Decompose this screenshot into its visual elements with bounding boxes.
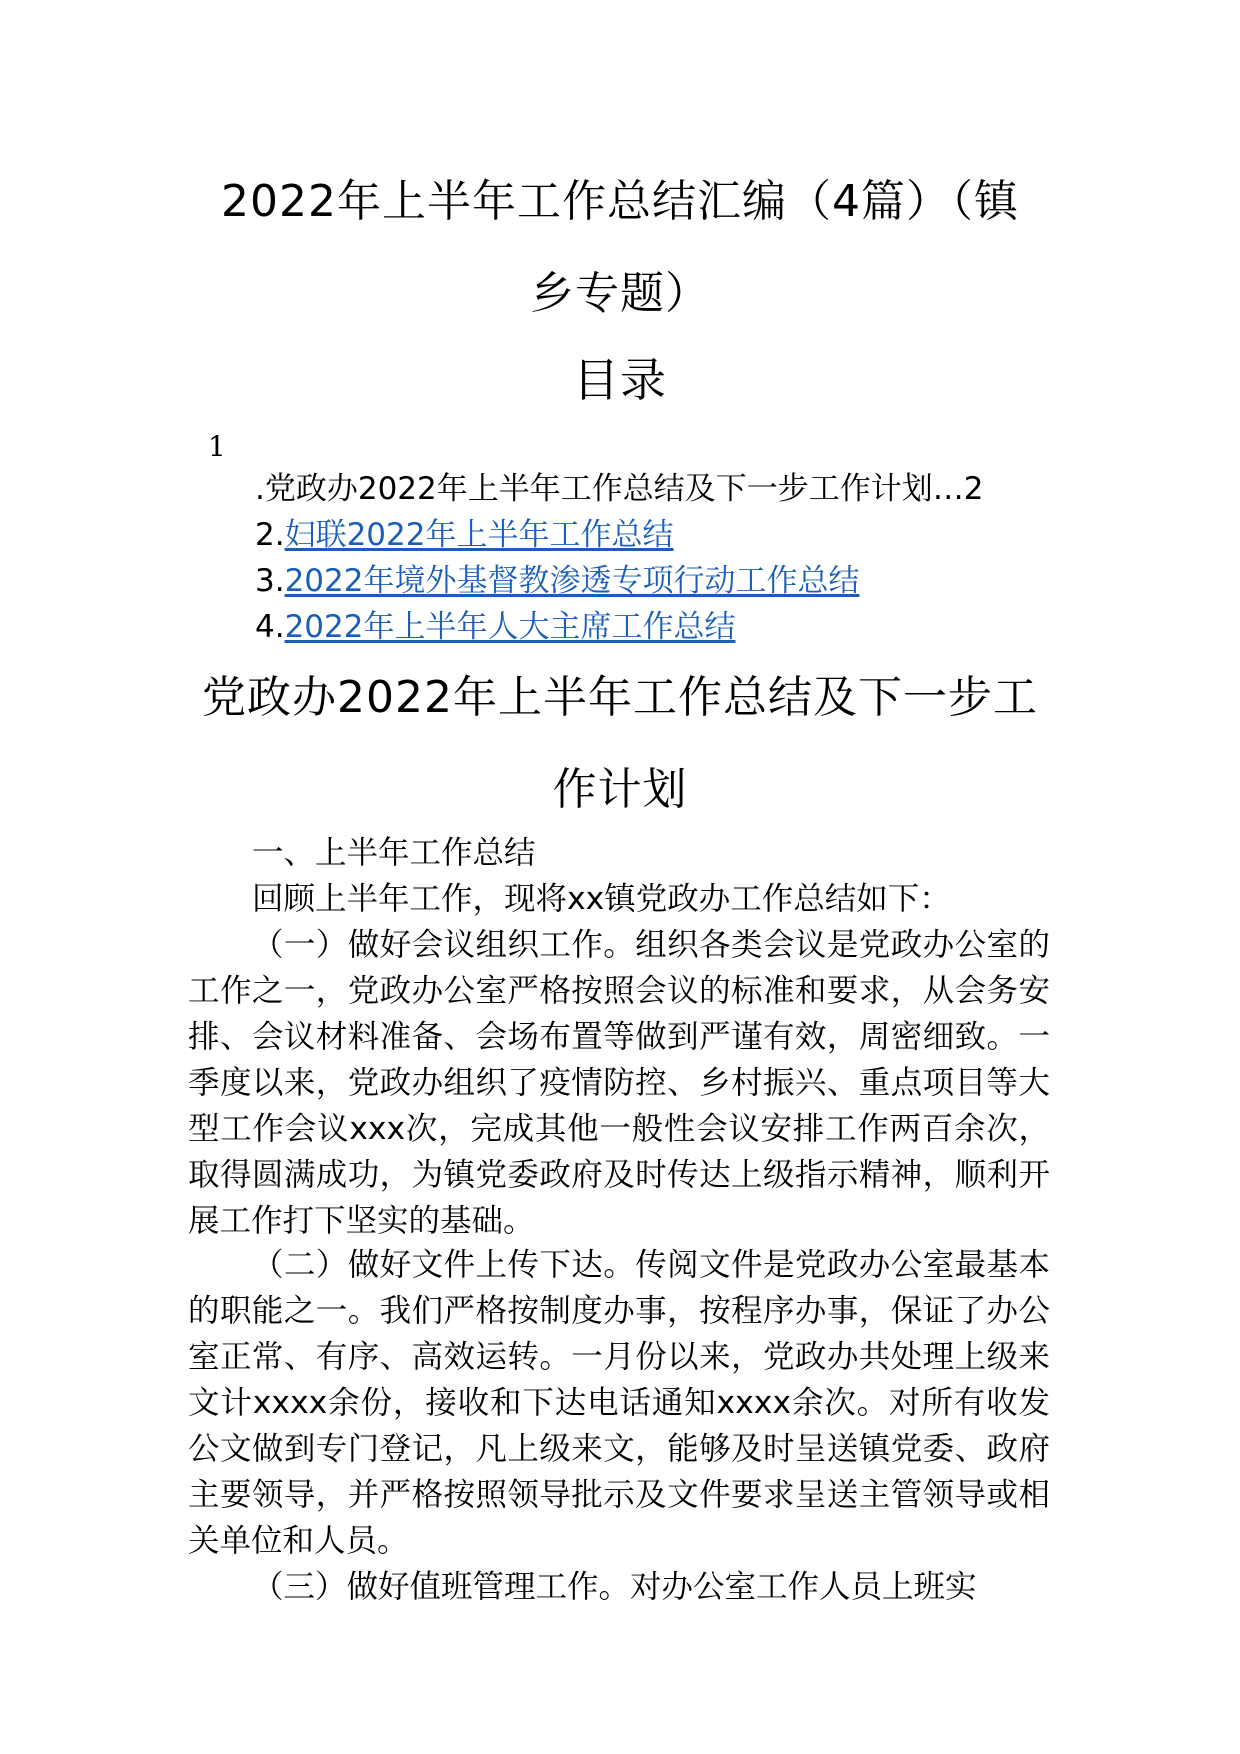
toc-item-1[interactable] — [255, 466, 983, 512]
toc-item-2-number: 2. — [255, 517, 285, 553]
toc-item-2 — [255, 512, 673, 558]
intro-paragraph: 回顾上半年工作，现将xx镇党政办工作总结如下： — [252, 881, 951, 917]
document-title-line-2: 乡专题） — [530, 268, 710, 319]
toc-heading: 目录 — [573, 353, 667, 407]
toc-item-4 — [255, 604, 735, 650]
toc-item-4-number: 4. — [255, 609, 285, 645]
toc-item-1-text: .党政办2022年上半年工作总结及下一步工作计划…2 — [255, 471, 984, 507]
section-title-line-2: 作计划 — [552, 764, 688, 815]
section-title — [150, 652, 1090, 840]
paragraph-duty-management: （三）做好值班管理工作。对办公室工作人员上班实 — [252, 1569, 977, 1605]
toc-number: 1 — [208, 430, 226, 463]
toc-item-3-link[interactable]: 2022年境外基督教渗透专项行动工作总结 — [284, 563, 860, 599]
toc-item-2-link[interactable]: 妇联2022年上半年工作总结 — [284, 517, 674, 553]
toc-item-3 — [255, 558, 859, 604]
paragraph-meeting-organization: （一）做好会议组织工作。组织各类会议是党政办公室的工作之一，党政办公室严格按照会议的标准和要求，从会务安排、会议材料准备、会场布置等做到严谨有效，周密细致。一季度以来，党政办组织了疫情防控、乡村振兴、重点项目等大型工作会议xxx次，完成其他一般性会议安排工作两百余次，取得圆满成功，为镇党委政府及时传达上级指示精神，顺利开展工作打下坚实的基础。 — [188, 927, 1050, 1239]
heading-first-half-summary: 一、上半年工作总结 — [252, 835, 536, 871]
paragraph-document-circulation: （二）做好文件上传下达。传阅文件是党政办公室最基本的职能之一。我们严格按制度办事，按程序办事，保证了办公室正常、有序、高效运转。一月份以来，党政办共处理上级来文计xxxx余份，接收和下达电话通知xxxx余次。对所有收发公文做到专门登记，凡上级来文，能够及时呈送镇党委、政府主要领导，并严格按照领导批示及文件要求呈送主管领导或相关单位和人员。 — [188, 1247, 1050, 1559]
toc-item-4-link[interactable]: 2022年上半年人大主席工作总结 — [284, 609, 736, 645]
toc-item-3-number: 3. — [255, 563, 285, 599]
section-title-line-1: 党政办2022年上半年工作总结及下一步工 — [202, 672, 1038, 723]
document-title-line-1: 2022年上半年工作总结汇编（4篇）（镇 — [221, 176, 1019, 227]
document-title — [150, 156, 1090, 340]
